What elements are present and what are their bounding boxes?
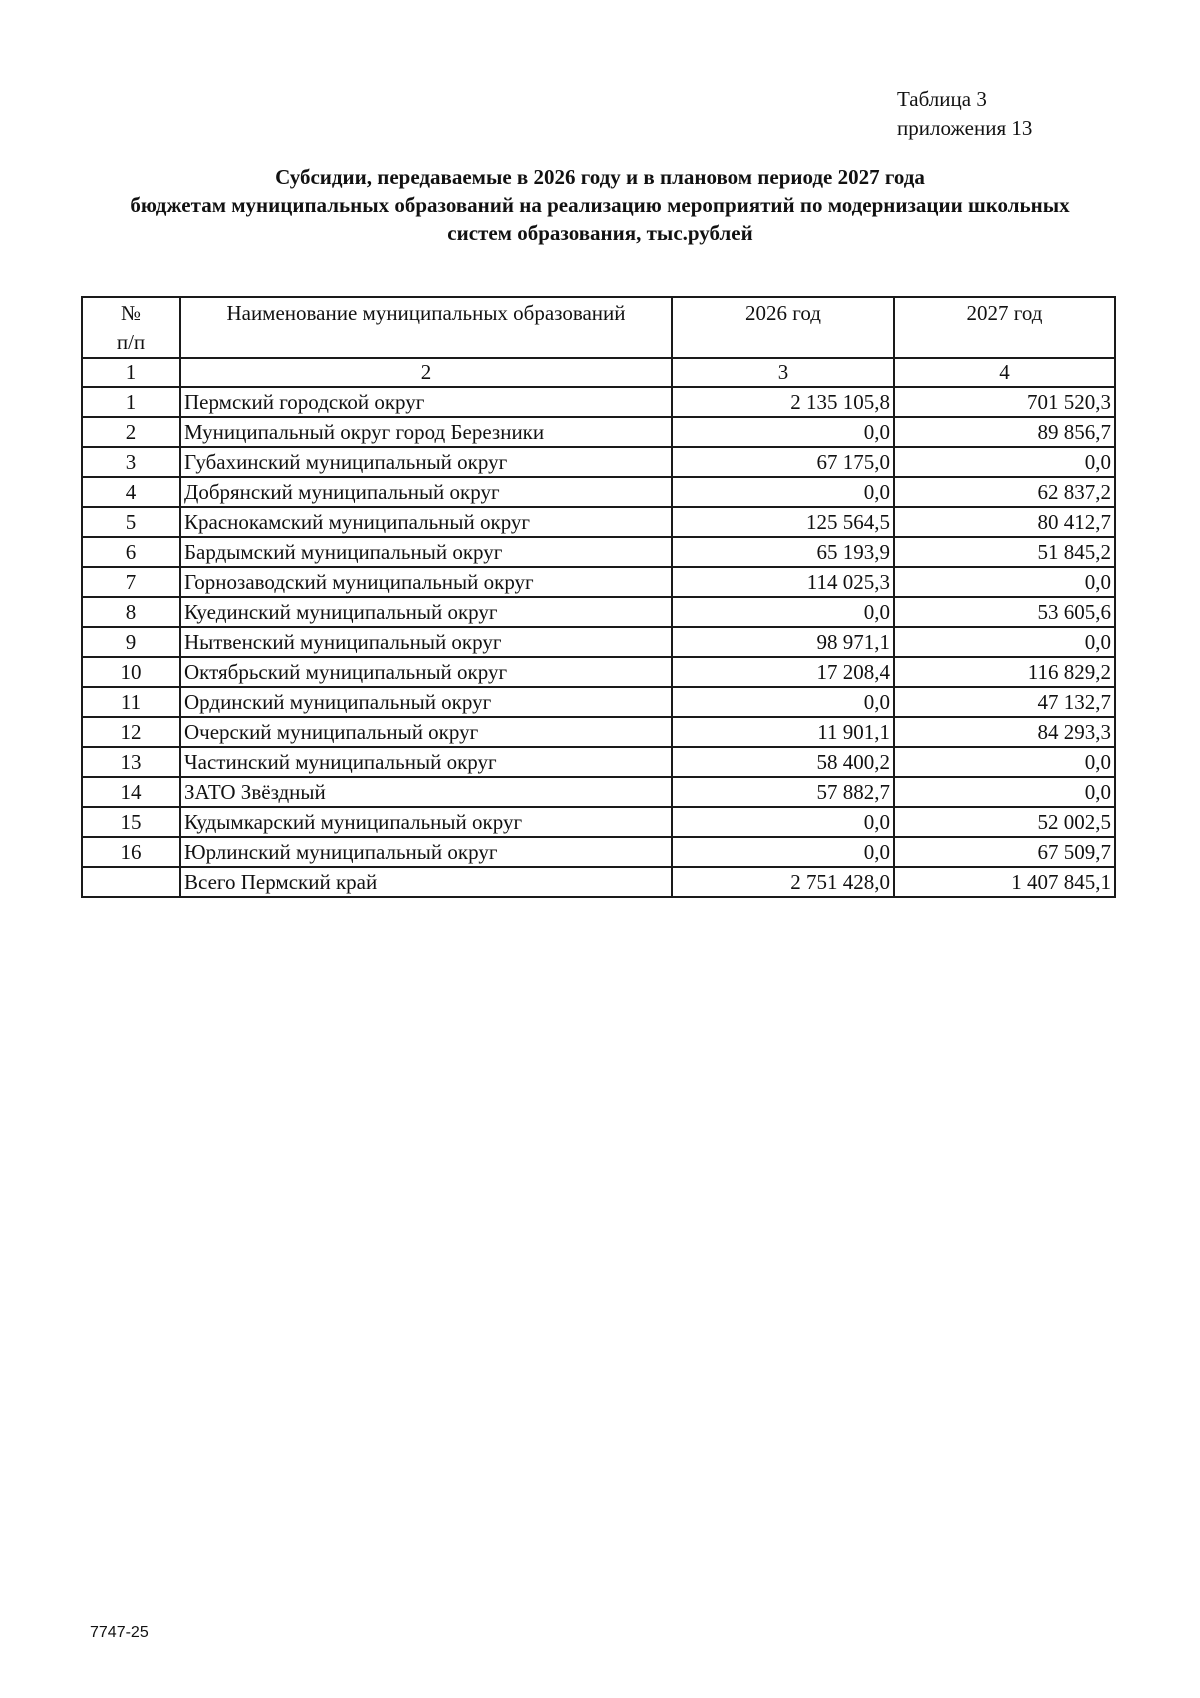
value-2026: 125 564,5 [672, 507, 894, 537]
document-id: 7747-25 [90, 1624, 149, 1641]
value-2027: 62 837,2 [894, 477, 1115, 507]
subsidies-table [81, 296, 1116, 898]
document-title [60, 163, 1140, 247]
table-ref-label: Таблица 3 [897, 87, 987, 111]
table-row [82, 657, 1115, 687]
value-2027: 52 002,5 [894, 807, 1115, 837]
value-2026: 0,0 [672, 597, 894, 627]
total-value-2026: 2 751 428,0 [672, 867, 894, 897]
value-2026: 17 208,4 [672, 657, 894, 687]
table-row [82, 567, 1115, 597]
value-2026: 0,0 [672, 807, 894, 837]
value-2027: 0,0 [894, 567, 1115, 597]
row-number: 11 [82, 687, 180, 717]
column-number-row [82, 358, 1115, 387]
header-year-2027: 2027 год [894, 297, 1115, 358]
municipality-name: Горнозаводский муниципальный округ [180, 567, 672, 597]
value-2026: 65 193,9 [672, 537, 894, 567]
municipality-name: Октябрьский муниципальный округ [180, 657, 672, 687]
title-line-2: бюджетам муниципальных образований на реализацию мероприятий по модернизации школьных [130, 193, 1070, 217]
row-number: 3 [82, 447, 180, 477]
municipality-name: Юрлинский муниципальный округ [180, 837, 672, 867]
value-2027: 53 605,6 [894, 597, 1115, 627]
value-2027: 116 829,2 [894, 657, 1115, 687]
table-reference [897, 85, 1032, 143]
column-number: 3 [672, 358, 894, 387]
value-2027: 0,0 [894, 627, 1115, 657]
value-2027: 67 509,7 [894, 837, 1115, 867]
municipality-name: Бардымский муниципальный округ [180, 537, 672, 567]
value-2027: 51 845,2 [894, 537, 1115, 567]
table-row [82, 597, 1115, 627]
row-number: 14 [82, 777, 180, 807]
municipality-name: ЗАТО Звёздный [180, 777, 672, 807]
municipality-name: Частинский муниципальный округ [180, 747, 672, 777]
value-2026: 11 901,1 [672, 717, 894, 747]
value-2027: 0,0 [894, 777, 1115, 807]
value-2026: 0,0 [672, 477, 894, 507]
municipality-name: Добрянский муниципальный округ [180, 477, 672, 507]
value-2027: 80 412,7 [894, 507, 1115, 537]
column-number: 2 [180, 358, 672, 387]
municipality-name: Куединский муниципальный округ [180, 597, 672, 627]
table-row [82, 417, 1115, 447]
municipality-name: Пермский городской округ [180, 387, 672, 417]
value-2027: 47 132,7 [894, 687, 1115, 717]
value-2027: 89 856,7 [894, 417, 1115, 447]
value-2026: 57 882,7 [672, 777, 894, 807]
value-2026: 114 025,3 [672, 567, 894, 597]
row-number: 12 [82, 717, 180, 747]
table-row [82, 717, 1115, 747]
row-number: 5 [82, 507, 180, 537]
table-row [82, 537, 1115, 567]
value-2027: 84 293,3 [894, 717, 1115, 747]
header-name: Наименование муниципальных образований [180, 297, 672, 358]
row-number: 10 [82, 657, 180, 687]
table-row [82, 837, 1115, 867]
table-header-row [82, 297, 1115, 358]
municipality-name: Нытвенский муниципальный округ [180, 627, 672, 657]
column-number: 4 [894, 358, 1115, 387]
row-number: 6 [82, 537, 180, 567]
value-2026: 2 135 105,8 [672, 387, 894, 417]
value-2027: 0,0 [894, 747, 1115, 777]
table-row [82, 747, 1115, 777]
value-2026: 67 175,0 [672, 447, 894, 477]
row-number: 2 [82, 417, 180, 447]
municipality-name: Губахинский муниципальный округ [180, 447, 672, 477]
total-row-number [82, 867, 180, 897]
table-row [82, 507, 1115, 537]
column-number: 1 [82, 358, 180, 387]
total-label: Всего Пермский край [180, 867, 672, 897]
row-number: 13 [82, 747, 180, 777]
row-number: 15 [82, 807, 180, 837]
value-2026: 0,0 [672, 837, 894, 867]
title-line-1: Субсидии, передаваемые в 2026 году и в плановом периоде 2027 года [275, 165, 925, 189]
table-row [82, 687, 1115, 717]
row-number: 1 [82, 387, 180, 417]
title-line-3: систем образования, тыс.рублей [447, 221, 753, 245]
header-year-2026: 2026 год [672, 297, 894, 358]
row-number: 16 [82, 837, 180, 867]
row-number: 7 [82, 567, 180, 597]
table-row [82, 447, 1115, 477]
table-row [82, 777, 1115, 807]
value-2026: 0,0 [672, 417, 894, 447]
total-value-2027: 1 407 845,1 [894, 867, 1115, 897]
table-row [82, 477, 1115, 507]
row-number: 4 [82, 477, 180, 507]
value-2027: 0,0 [894, 447, 1115, 477]
value-2026: 0,0 [672, 687, 894, 717]
municipality-name: Кудымкарский муниципальный округ [180, 807, 672, 837]
value-2026: 58 400,2 [672, 747, 894, 777]
table-row [82, 807, 1115, 837]
municipality-name: Муниципальный округ город Березники [180, 417, 672, 447]
header-num: № п/п [82, 297, 180, 358]
table-body [82, 387, 1115, 897]
table-row [82, 387, 1115, 417]
municipality-name: Очерский муниципальный округ [180, 717, 672, 747]
row-number: 9 [82, 627, 180, 657]
table-row [82, 627, 1115, 657]
value-2027: 701 520,3 [894, 387, 1115, 417]
municipality-name: Краснокамский муниципальный округ [180, 507, 672, 537]
value-2026: 98 971,1 [672, 627, 894, 657]
municipality-name: Ординский муниципальный округ [180, 687, 672, 717]
appendix-ref-label: приложения 13 [897, 116, 1033, 140]
row-number: 8 [82, 597, 180, 627]
total-row [82, 867, 1115, 897]
